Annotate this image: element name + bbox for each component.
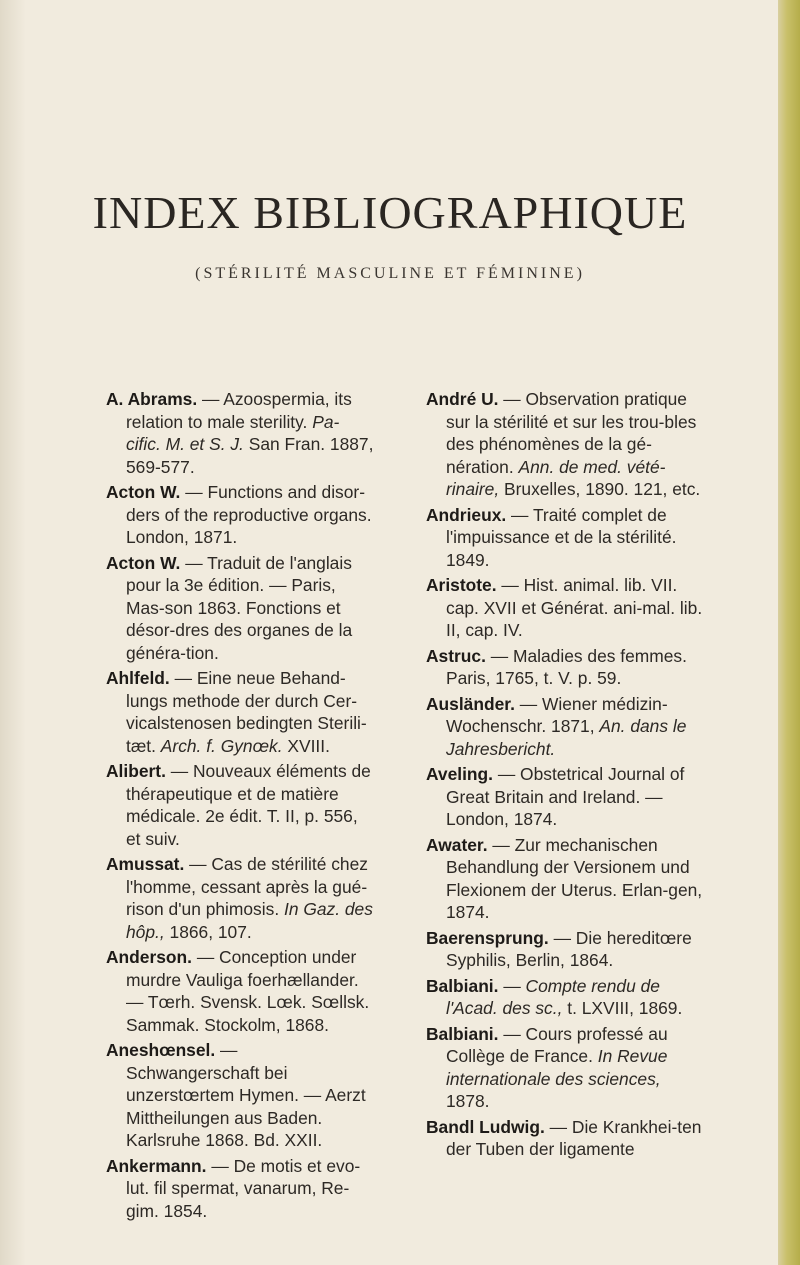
entry-tail: 1878. [446,1091,490,1111]
bibliography-entry [106,946,374,1036]
entry-author: André U. [426,389,499,409]
bibliography-entry [106,760,374,850]
entry-text: — Die hereditœre Syphilis, Berlin, 1864. [446,927,692,970]
entry-author: Alibert. [106,761,166,781]
bibliography-entry [106,481,374,549]
entry-author: Bandl Ludwig. [426,1116,545,1137]
entry-author: Ausländer. [426,693,515,714]
entry-author: Aristote. [426,575,497,595]
bibliography-entry [426,504,706,572]
entry-author: Ahlfeld. [106,668,170,688]
entry-tail: XVIII. [282,735,330,756]
entry-text: — Observation pratique sur la stérilité et sur les trou-bles des phénomènes de la gé-nération. [446,389,697,477]
entry-author: Acton W. [106,552,181,573]
entry-author: Aveling. [426,764,493,784]
entry-text: — Azoospermia, its relation to male sterility. [126,389,352,432]
entry-source: In Revue internationale des sciences, [446,1046,668,1089]
entry-author: Balbiani. [426,975,499,996]
bibliography-entry [106,1155,374,1223]
bibliography-entry [106,388,374,478]
entry-text: — Zur mechanischen Behandlung der Versionem und Flexionem der Uterus. Erlan-gen, 1874. [446,834,703,922]
entry-text: — Die Krankhei-ten der Tuben der ligamente [446,1116,702,1159]
bibliography-entry [426,574,706,642]
entry-author: Awater. [426,834,488,855]
entry-text: — Cours professé au Collège de France. [446,1023,668,1066]
left-column [106,388,374,1225]
entry-author: Balbiani. [426,1023,499,1044]
entry-text: — Functions and disor-ders of the reproductive organs. London, 1871. [126,482,372,547]
entry-author: A. Abrams. [106,389,198,409]
entry-source: Pa-cific. M. et S. J. [126,411,340,454]
bibliography-entry [106,552,374,665]
entry-text: — Hist. animal. lib. VII. cap. XVII et Générat. ani-mal. lib. II, cap. IV. [446,575,703,640]
entry-tail: Bruxelles, 1890. 121, etc. [499,479,701,499]
bibliography-entry [426,975,706,1020]
page-title: INDEX BIBLIOGRAPHIQUE [92,187,688,238]
entry-text: — Maladies des femmes. Paris, 1765, t. V. p. 59. [446,645,687,688]
entry-text: — Obstetrical Journal of Great Britain and Ireland. — London, 1874. [446,764,685,829]
entry-text: — Wiener médizin-Wochenschr. 1871, [446,693,668,736]
bibliography-entry [426,834,706,924]
entry-text: — Eine neue Behand-lungs methode der durch Cer-vicalstenosen bedingten Sterili-tæt. [126,668,367,756]
entry-text: — De motis et evo-lut. fil spermat, vanarum, Re-gim. 1854. [126,1155,361,1221]
bibliography-entry [426,388,706,501]
entry-author: Baerensprung. [426,927,549,948]
entry-text: — Schwangerschaft bei unzerstœrtem Hymen. — Aerzt Mittheilungen aus Baden. Karlsruhe 1868. Bd. XXII. [126,1040,366,1150]
entry-text: — [498,975,526,996]
bibliography-entry [426,763,706,831]
bibliography-entry [426,1116,706,1161]
entry-author: Acton W. [106,482,181,502]
entry-tail: San Fran. 1887, 569-577. [126,434,374,477]
page-edge [778,0,800,1265]
entry-source: In Gaz. des hôp., [126,899,373,942]
bibliography-entry [426,1023,706,1113]
entry-text: — Cas de stérilité chez l'homme, cessant après la gué-rison d'un phimosis. [126,854,368,919]
entry-text: — Nouveaux éléments de thérapeutique et de matière médicale. 2e édit. T. II, p. 556, et suiv. [126,761,371,849]
entry-source: An. dans le Jahresbericht. [446,716,687,759]
entry-author: Ankermann. [106,1155,207,1176]
entry-tail: t. LXVIII, 1869. [562,998,683,1018]
entry-author: Astruc. [426,645,486,666]
bibliography-entry [106,667,374,757]
bibliography-entry [426,645,706,690]
entry-source: Ann. de med. vété-rinaire, [446,456,666,499]
bibliography-entry [106,853,374,943]
bibliography-entry [426,927,706,972]
entry-source: Arch. f. Gynœk. [160,735,283,756]
entry-author: Andrieux. [426,504,507,525]
bibliography-entry [426,693,706,761]
entry-source: Compte rendu de l'Acad. des sc., [446,975,660,1018]
page-subtitle: (STÉRILITÉ MASCULINE ET FÉMININE) [195,265,585,282]
bibliography-entry [106,1039,374,1152]
entry-text: — Traité complet de l'impuissance et de la stérilité. 1849. [446,504,677,570]
entry-text: — Conception under murdre Vauliga foerhællander. — Tœrh. Svensk. Lœk. Sœllsk. Sammak. Stockolm, 1868. [126,947,370,1035]
entry-text: — Traduit de l'anglais pour la 3e édition. — Paris, Mas-son 1863. Fonctions et désor-dres des organes de la généra-tion. [126,552,353,663]
entry-author: Amussat. [106,854,185,874]
entry-tail: 1866, 107. [164,921,252,942]
right-column [426,388,706,1164]
entry-author: Anderson. [106,947,192,967]
entry-author: Aneshœnsel. [106,1040,216,1060]
